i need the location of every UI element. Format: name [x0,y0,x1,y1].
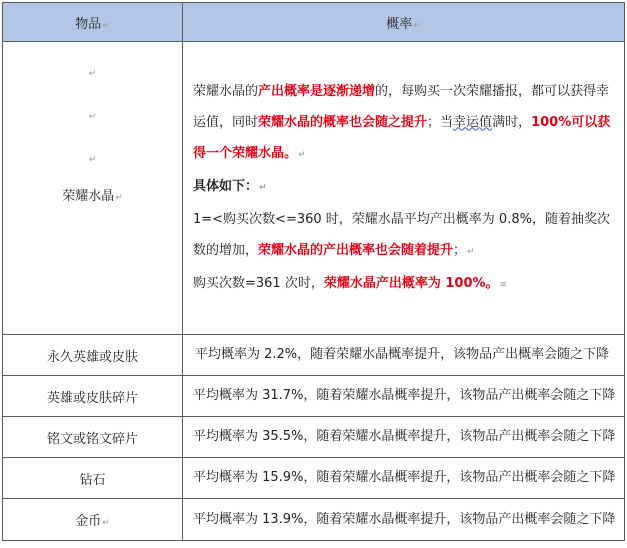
paragraph-mark: ↵ [467,246,475,257]
item-name: 英雄或皮肤碎片 [46,390,138,406]
probability-text: 平均概率为 13.9%，随着荣耀水晶概率提升，该物品产出概率会随之下降 [193,511,616,527]
text-span: 满时， [492,114,532,130]
table-row [3,335,625,376]
crystal-item-cell [3,42,183,335]
item-cell [3,335,183,376]
text-span: 荣耀水晶的 [193,83,259,99]
item-name: 铭文或铭文碎片 [46,431,138,447]
highlight-text: 荣耀水晶的产出概率也会随着提升 [258,242,454,258]
probability-text: 平均概率为 15.9%，随着荣耀水晶概率提升，该物品产出概率会随之下降 [193,470,616,485]
item-cell [3,499,183,541]
item-name: 永久英雄或皮肤 [46,349,138,365]
probability-text: 平均概率为 35.5%，随着荣耀水晶概率提升，该物品产出概率会随之下降 [193,429,616,444]
paragraph-mark: ↵ [88,111,97,122]
text-span: 的，每购买一次荣耀播报，都可以获得幸运值，同时 [193,83,610,130]
probability-text: 平均概率为 2.2%，随着荣耀水晶概率提升，该物品产出概率会随之下降 [195,347,610,362]
probability-text: 平均概率为 31.7%，随着荣耀水晶概率提升，该物品产出概率会随之下降 [193,388,616,403]
probability-cell [183,335,625,376]
paragraph-mark: ↵ [102,518,110,528]
probability-cell [183,458,625,499]
header-item [3,3,183,42]
highlight-text: 荣耀水晶产出概率为 100%。 [323,275,499,291]
probability-cell [183,499,625,541]
highlight-text: 产出概率是逐渐递增 [258,83,376,99]
text-span: ； [453,242,467,258]
header-probability-label: 概率 [386,16,413,32]
item-cell [3,376,183,417]
probability-table [2,2,625,541]
table-row [3,417,625,458]
crystal-probability-cell [183,42,625,335]
item-cell [3,417,183,458]
paragraph-mark: ≡ [499,279,508,290]
crystal-paragraph-2 [193,171,618,204]
crystal-paragraph-3 [193,204,618,268]
table-row [3,499,625,541]
crystal-paragraph-1 [193,76,618,171]
highlight-text: 100%可以获得一个荣耀水晶。 [193,114,611,161]
text-span: ；当 [427,114,454,130]
paragraph-mark: ↵ [88,154,97,165]
table-row [3,458,625,499]
text-span: 购买次数=361 次时， [193,275,324,291]
crystal-paragraph-4 [193,268,618,301]
text-span: 1=<购买次数<=360 时，荣耀水晶平均产出概率为 0.8%，随着抽奖次数的增加， [193,211,610,258]
header-item-label: 物品 [75,16,102,32]
paragraph-mark: ↵ [413,20,421,31]
probability-cell [183,376,625,417]
highlight-text: 荣耀水晶的概率也会随之提升 [258,114,428,130]
item-name: 钻石 [79,472,106,488]
table-row [3,376,625,417]
paragraph-mark: ↵ [88,68,97,79]
table-row-crystal [3,42,625,335]
text-span: 具体如下： [193,178,259,194]
crystal-item-name: 荣耀水晶 [62,188,115,204]
spellcheck-text: 幸运值 [453,114,493,130]
paragraph-mark: ↵ [298,149,306,160]
paragraph-mark: ↵ [259,182,267,193]
table-header-row [3,3,625,42]
probability-cell [183,417,625,458]
header-probability [183,3,625,42]
item-name: 金币 [75,514,102,529]
item-cell [3,458,183,499]
paragraph-mark: ↵ [102,20,110,31]
paragraph-mark: ↵ [115,192,123,203]
